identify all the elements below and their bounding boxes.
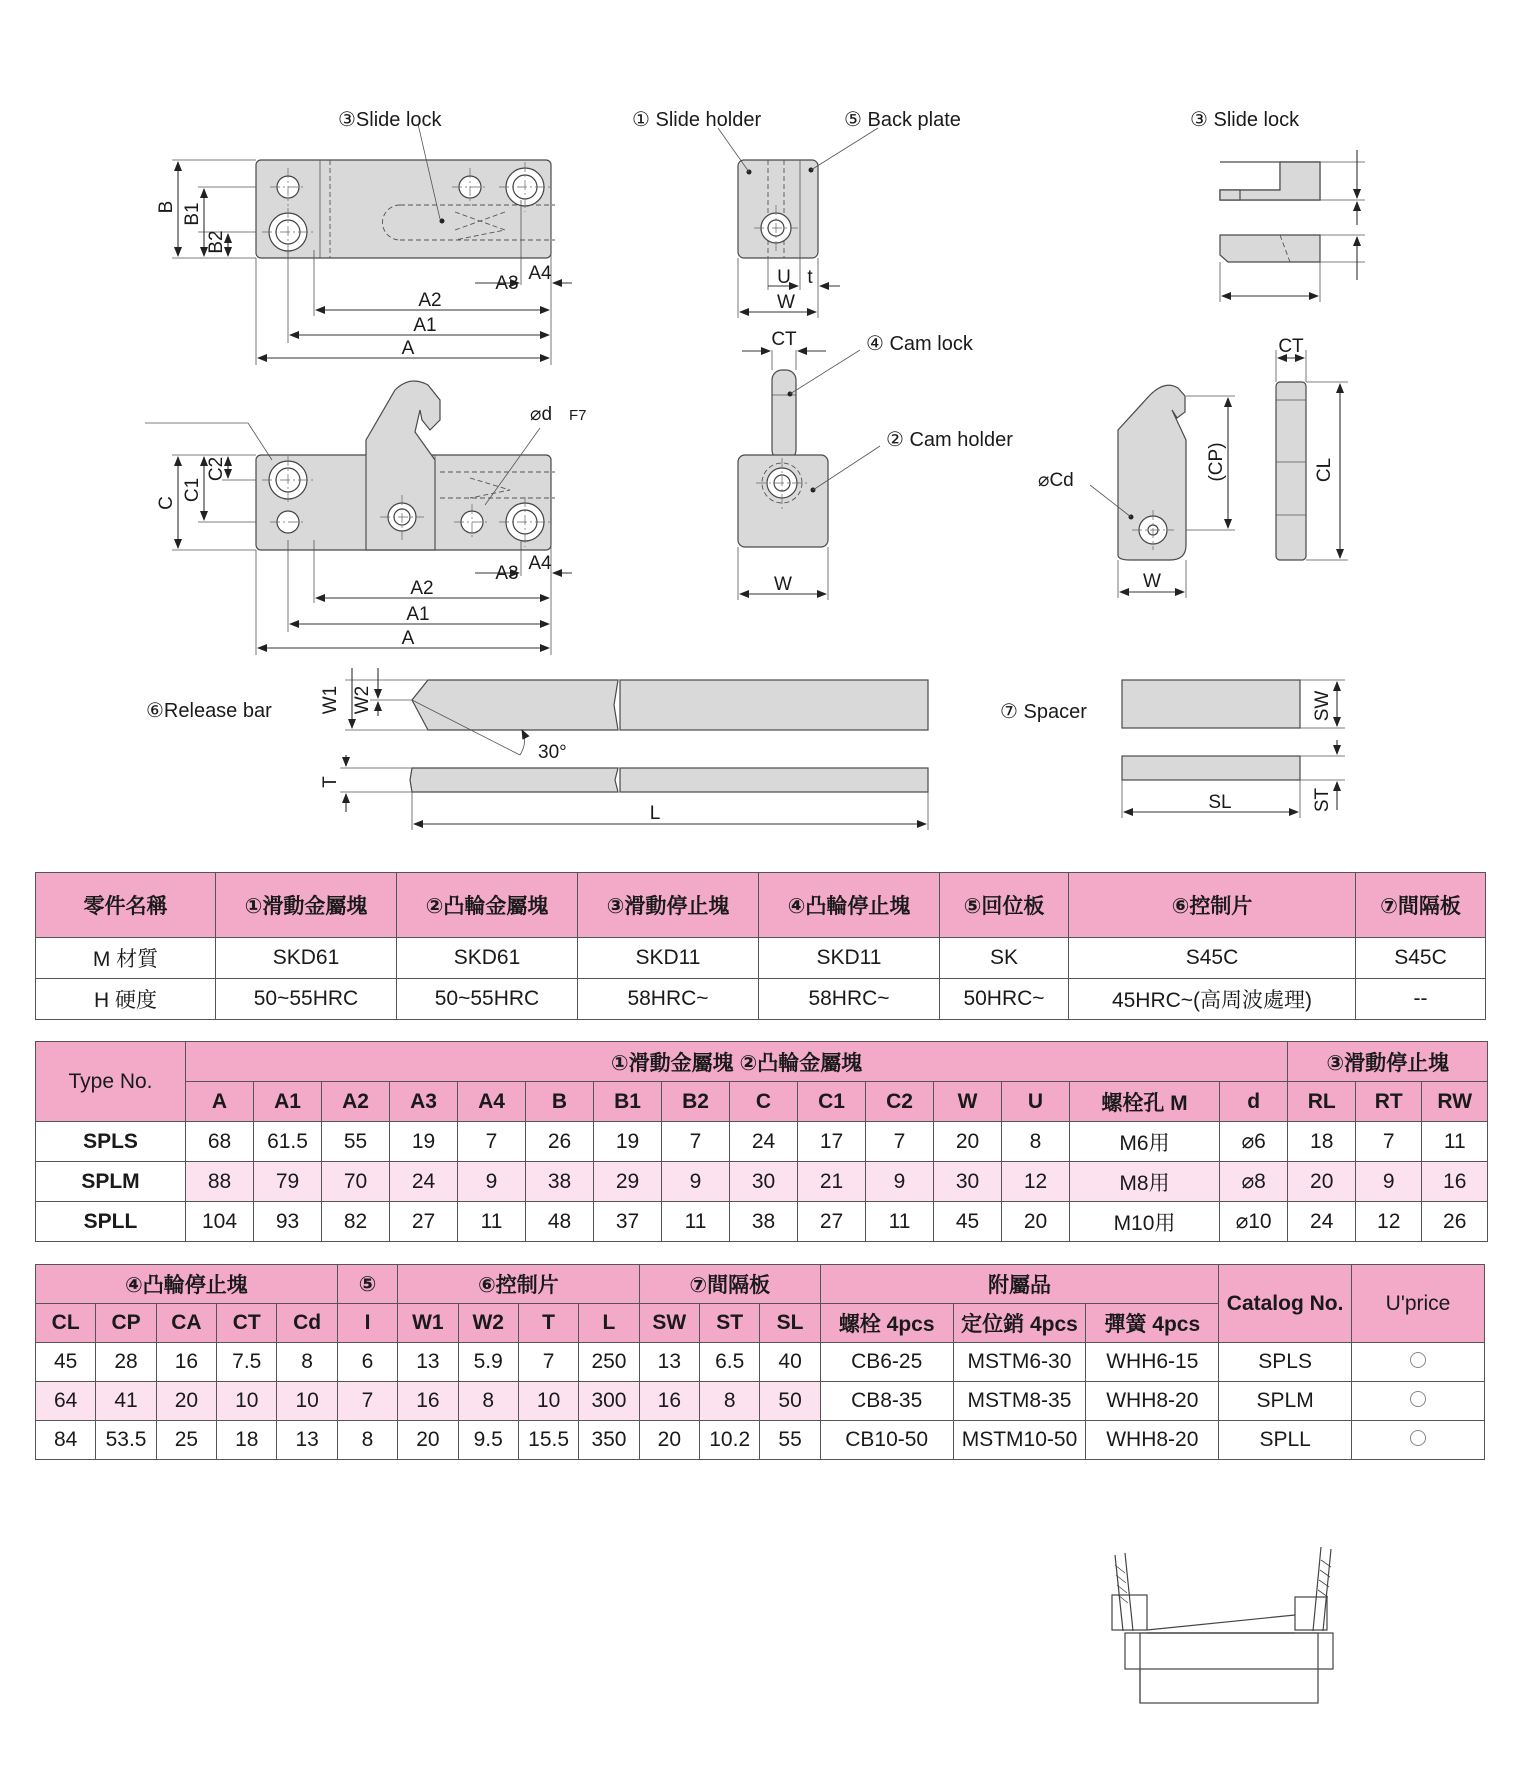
value-cell: ⌀10 [1220,1202,1288,1242]
dim-CT-side: CT [1278,336,1304,357]
value-cell: 16 [1422,1162,1488,1202]
value-cell: 68 [186,1122,254,1162]
dim-W-holder: W [777,292,795,313]
dim-W2: W2 [352,685,373,715]
value-cell: 20 [934,1122,1002,1162]
uprice-cell[interactable] [1352,1382,1485,1421]
label-slide-holder: ① Slide holder [632,109,762,131]
value-cell: CB6-25 [820,1343,953,1382]
circle-icon [1410,1391,1426,1407]
value-cell: 8 [277,1343,337,1382]
label-cam-holder: ② Cam holder [886,429,1013,451]
type-cell: SPLS [36,1122,186,1162]
value-cell: 16 [156,1343,216,1382]
dim-A1: A1 [413,315,437,336]
col-header-ST: ST [700,1304,760,1343]
mat-header-slide-block: ①滑動金屬塊 [216,873,397,938]
value-cell: 24 [730,1122,798,1162]
dim-t: t [807,267,813,288]
value-cell: 13 [398,1343,458,1382]
value-cell: 9.5 [458,1421,518,1460]
value-cell: 7.5 [217,1343,277,1382]
value-cell: 24 [390,1162,458,1202]
value-cell: 104 [186,1202,254,1242]
value-cell: 29 [594,1162,662,1202]
col-header-C2: C2 [866,1082,934,1122]
slide-assembly-view [156,109,572,365]
value-cell: M10用 [1070,1202,1220,1242]
value-cell: 16 [639,1382,699,1421]
col-header-A2: A2 [322,1082,390,1122]
value-cell: 13 [277,1421,337,1460]
col-header-A3: A3 [390,1082,458,1122]
value-cell: 5.9 [458,1343,518,1382]
label-slide-lock-top: ③Slide lock [338,109,442,131]
col-header-d: d [1220,1082,1288,1122]
value-cell: 30 [934,1162,1002,1202]
col-header-springs: 彈簧 4pcs [1086,1304,1219,1343]
value-cell: 9 [1356,1162,1422,1202]
dim-A-cam: A [401,628,415,649]
group-header-release-bar: ⑥控制片 [398,1265,639,1304]
dim-L: L [649,803,661,824]
value-cell: 21 [798,1162,866,1202]
value-cell: 7 [337,1382,397,1421]
col-header-W: W [934,1082,1002,1122]
value-cell: ⌀6 [1220,1122,1288,1162]
dim-Cd: ⌀Cd [1038,470,1074,491]
value-cell: 7 [1356,1122,1422,1162]
dim-ST: ST [1312,787,1333,813]
dim-W-camlock: W [1143,571,1161,592]
uprice-cell[interactable] [1352,1421,1485,1460]
value-cell: 40 [760,1343,820,1382]
value-cell: WHH8-20 [1086,1382,1219,1421]
dim-A4-cam: A4 [528,553,552,574]
mat-cell: SKD61 [397,938,578,979]
dim-B: B [156,200,177,214]
value-cell: WHH6-15 [1086,1343,1219,1382]
dim-d: ⌀d [530,404,553,425]
col-header-CT: CT [217,1304,277,1343]
value-cell: ⌀8 [1220,1162,1288,1202]
col-header-C1: C1 [798,1082,866,1122]
dim-W1: W1 [320,685,341,715]
dim-CL: CL [1314,457,1335,483]
dim-CP: (CP) [1206,442,1227,482]
mat-header-part-name: 零件名稱 [36,873,216,938]
table-row [36,1343,1485,1382]
value-cell: 20 [156,1382,216,1421]
dim-F7: F7 [569,407,587,424]
type-cell: SPLL [36,1202,186,1242]
group-header-back-plate: ⑤ [337,1265,397,1304]
dimensions-table [35,1041,1488,1242]
dim-angle: 30° [538,742,567,763]
uprice-cell[interactable] [1352,1343,1485,1382]
col-header-B: B [526,1082,594,1122]
value-cell: M6用 [1070,1122,1220,1162]
catalog-cell: SPLS [1219,1343,1352,1382]
value-cell: 37 [594,1202,662,1242]
value-cell: 45 [934,1202,1002,1242]
value-cell: 64 [36,1382,96,1421]
mat-header-slide-stop: ③滑動停止塊 [578,873,759,938]
cam-lock-views [1038,336,1348,598]
mat-header-cam-stop: ④凸輪停止塊 [759,873,940,938]
col-header-U: U [1002,1082,1070,1122]
value-cell: 350 [579,1421,639,1460]
mat-header-cam-block: ②凸輪金屬塊 [397,873,578,938]
col-header-CP: CP [96,1304,156,1343]
value-cell: 16 [398,1382,458,1421]
dim-A2-cam: A2 [410,578,434,599]
value-cell: 7 [518,1343,578,1382]
col-header-I: I [337,1304,397,1343]
dim-SW: SW [1312,690,1333,722]
dim-A2: A2 [418,290,442,311]
value-cell: M8用 [1070,1162,1220,1202]
assembly-schematic-illustration [1085,1535,1360,1755]
value-cell: 28 [96,1343,156,1382]
dim-T: T [320,776,341,788]
parts-table [35,1264,1485,1460]
hardness-row [36,979,1486,1020]
col-header-RT: RT [1356,1082,1422,1122]
technical-drawing [0,0,1525,850]
col-header-T: T [518,1304,578,1343]
mat-header-back-plate: ⑤回位板 [940,873,1069,938]
value-cell: 24 [1288,1202,1356,1242]
col-header-C: C [730,1082,798,1122]
value-cell: 8 [337,1421,397,1460]
col-header-L: L [579,1304,639,1343]
value-cell: 11 [1422,1122,1488,1162]
mat-cell: S45C [1069,938,1356,979]
circle-icon [1410,1352,1426,1368]
type-cell: SPLM [36,1162,186,1202]
col-header-dowels: 定位銷 4pcs [953,1304,1086,1343]
value-cell: 30 [730,1162,798,1202]
cam-holder-side-view [738,329,1013,600]
dim-B1: B1 [182,202,203,226]
value-cell: 11 [866,1202,934,1242]
value-cell: MSTM10-50 [953,1421,1086,1460]
col-header-A4: A4 [458,1082,526,1122]
value-cell: 9 [662,1162,730,1202]
mat-cell: 45HRC~(高周波處理) [1069,979,1356,1020]
dim-A1-cam: A1 [406,604,430,625]
value-cell: 18 [217,1421,277,1460]
mat-header-release-bar: ⑥控制片 [1069,873,1356,938]
dim-SL: SL [1208,792,1232,813]
release-bar-view [146,668,928,830]
mat-cell: SKD11 [578,938,759,979]
col-header-B2: B2 [662,1082,730,1122]
col-header-W2: W2 [458,1304,518,1343]
uprice-header: U'price [1352,1265,1485,1343]
value-cell: 20 [1288,1162,1356,1202]
value-cell: 61.5 [254,1122,322,1162]
value-cell: 38 [730,1202,798,1242]
value-cell: 55 [760,1421,820,1460]
table-row [36,1202,1488,1242]
value-cell: 82 [322,1202,390,1242]
table-row [36,1162,1488,1202]
value-cell: 8 [700,1382,760,1421]
value-cell: 88 [186,1162,254,1202]
dim-A3: A3 [495,273,519,294]
value-cell: CB10-50 [820,1421,953,1460]
mat-cell: H 硬度 [36,979,216,1020]
value-cell: 7 [662,1122,730,1162]
value-cell: 10 [518,1382,578,1421]
value-cell: 9 [866,1162,934,1202]
value-cell: MSTM8-35 [953,1382,1086,1421]
col-header-B1: B1 [594,1082,662,1122]
value-cell: 6 [337,1343,397,1382]
value-cell: 55 [322,1122,390,1162]
value-cell: 19 [594,1122,662,1162]
value-cell: 13 [639,1343,699,1382]
value-cell: 53.5 [96,1421,156,1460]
value-cell: 10.2 [700,1421,760,1460]
mat-cell: SK [940,938,1069,979]
value-cell: 8 [458,1382,518,1421]
value-cell: 38 [526,1162,594,1202]
col-header-bolts: 螺栓 4pcs [820,1304,953,1343]
label-slide-lock-right: ③ Slide lock [1190,109,1300,131]
dim-B2: B2 [206,230,227,254]
value-cell: MSTM6-30 [953,1343,1086,1382]
value-cell: 7 [458,1122,526,1162]
value-cell: 15.5 [518,1421,578,1460]
catalog-cell: SPLM [1219,1382,1352,1421]
col-header-CA: CA [156,1304,216,1343]
value-cell: 41 [96,1382,156,1421]
table-row [36,1382,1485,1421]
value-cell: 7 [866,1122,934,1162]
mat-cell: 50HRC~ [940,979,1069,1020]
dim-A3-cam: A3 [495,563,519,584]
mat-cell: M 材質 [36,938,216,979]
catalog-cell: SPLL [1219,1421,1352,1460]
value-cell: 79 [254,1162,322,1202]
value-cell: WHH8-20 [1086,1421,1219,1460]
value-cell: 12 [1356,1202,1422,1242]
value-cell: 250 [579,1343,639,1382]
value-cell: 27 [798,1202,866,1242]
group-header-cam-stop: ④凸輪停止塊 [36,1265,338,1304]
col-header-bolt-hole: 螺栓孔 M [1070,1082,1220,1122]
value-cell: 20 [639,1421,699,1460]
value-cell: 19 [390,1122,458,1162]
value-cell: 26 [1422,1202,1488,1242]
dim-W-cam: W [774,574,792,595]
value-cell: 17 [798,1122,866,1162]
label-back-plate: ⑤ Back plate [844,109,961,131]
col-header-SL: SL [760,1304,820,1343]
value-cell: 84 [36,1421,96,1460]
label-release-bar: ⑥Release bar [146,700,272,722]
col-header-RW: RW [1422,1082,1488,1122]
group-header-accessories: 附屬品 [820,1265,1218,1304]
dim-A4: A4 [528,263,552,284]
slide-holder-side-view [632,109,961,318]
col-header-CL: CL [36,1304,96,1343]
value-cell: 10 [277,1382,337,1421]
spacer-view [1000,680,1345,818]
value-cell: 300 [579,1382,639,1421]
value-cell: 26 [526,1122,594,1162]
mat-cell: 58HRC~ [578,979,759,1020]
group-header-slide-stop: ③滑動停止塊 [1288,1042,1488,1082]
mat-cell: -- [1356,979,1486,1020]
value-cell: 9 [458,1162,526,1202]
col-header-A1: A1 [254,1082,322,1122]
dim-C: C [156,496,177,510]
value-cell: 11 [662,1202,730,1242]
value-cell: 45 [36,1343,96,1382]
col-header-SW: SW [639,1304,699,1343]
circle-icon [1410,1430,1426,1446]
table-row [36,1122,1488,1162]
value-cell: 27 [390,1202,458,1242]
value-cell: 48 [526,1202,594,1242]
value-cell: 10 [217,1382,277,1421]
col-header-W1: W1 [398,1304,458,1343]
mat-cell: S45C [1356,938,1486,979]
value-cell: 20 [398,1421,458,1460]
value-cell: 93 [254,1202,322,1242]
material-row [36,938,1486,979]
label-cam-lock: ④ Cam lock [866,333,973,355]
dim-CT-cam: CT [771,329,797,350]
slide-lock-views [1190,109,1365,302]
dim-U: U [777,267,791,288]
group-header-spacer: ⑦間隔板 [639,1265,820,1304]
mat-cell: 50~55HRC [216,979,397,1020]
mat-cell: 58HRC~ [759,979,940,1020]
mat-header-spacer: ⑦間隔板 [1356,873,1486,938]
value-cell: 12 [1002,1162,1070,1202]
materials-table [35,872,1486,1020]
table-row [36,1421,1485,1460]
value-cell: 18 [1288,1122,1356,1162]
value-cell: 8 [1002,1122,1070,1162]
group-header-slide-cam: ①滑動金屬塊 ②凸輪金屬塊 [186,1042,1288,1082]
mat-cell: 50~55HRC [397,979,578,1020]
value-cell: 70 [322,1162,390,1202]
cam-assembly-view [145,381,587,655]
value-cell: 20 [1002,1202,1070,1242]
mat-cell: SKD11 [759,938,940,979]
label-spacer: ⑦ Spacer [1000,701,1087,723]
col-header-RL: RL [1288,1082,1356,1122]
dim-C2: C2 [206,456,227,482]
value-cell: 50 [760,1382,820,1421]
type-no-header: Type No. [36,1042,186,1122]
col-header-A: A [186,1082,254,1122]
value-cell: 6.5 [700,1343,760,1382]
value-cell: CB8-35 [820,1382,953,1421]
value-cell: 25 [156,1421,216,1460]
value-cell: 11 [458,1202,526,1242]
mat-cell: SKD61 [216,938,397,979]
dim-C1: C1 [182,477,203,503]
dim-A: A [401,338,415,359]
col-header-Cd: Cd [277,1304,337,1343]
catalog-no-header: Catalog No. [1219,1265,1352,1343]
